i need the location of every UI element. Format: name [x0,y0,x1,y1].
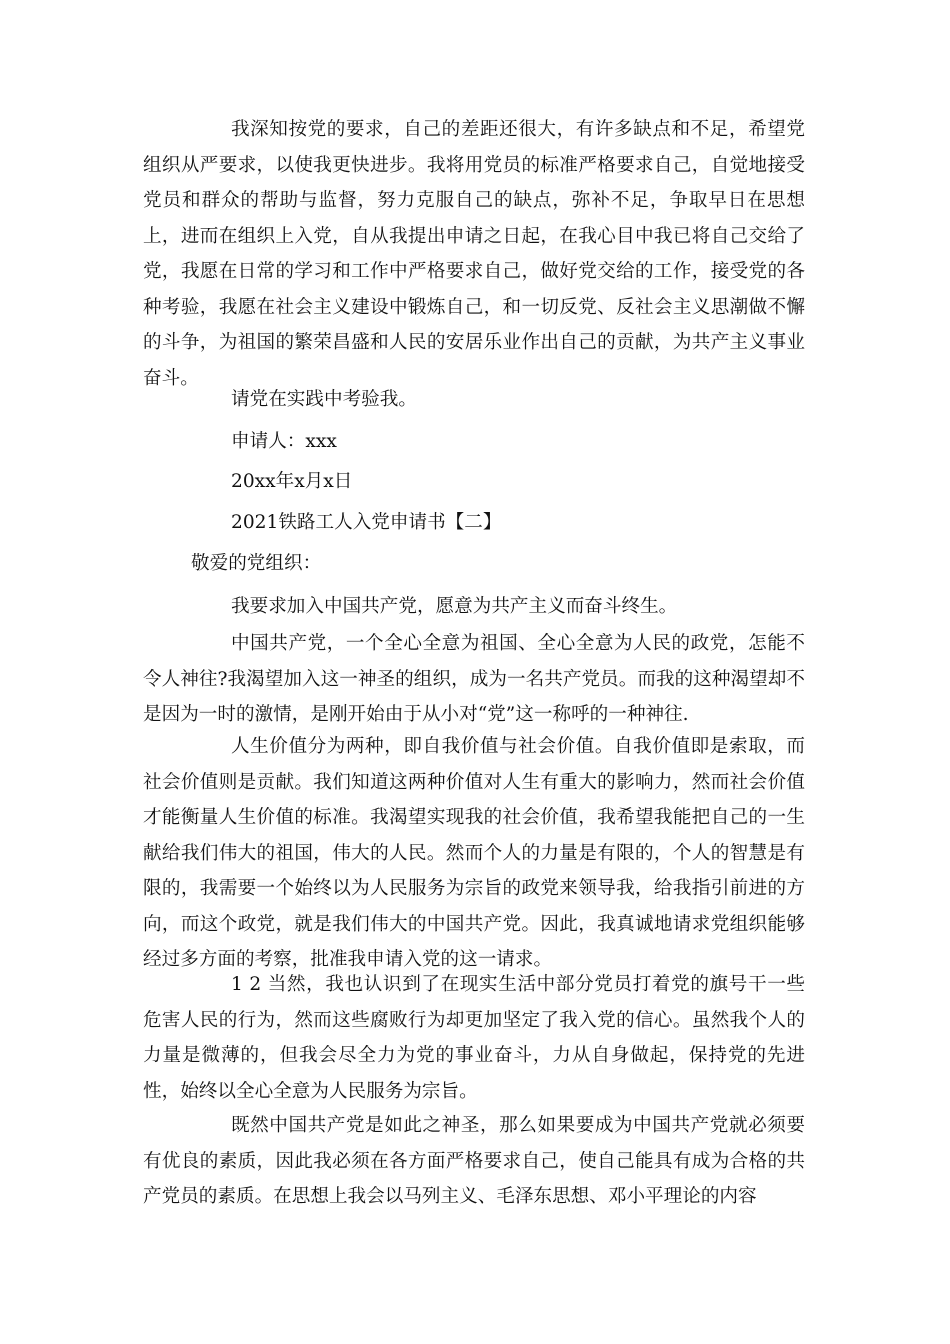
opening-statement-line: 我要求加入中国共产党，愿意为共产主义而奋斗终生。 [231,596,678,617]
paragraph-self-reflection: 我深知按党的要求，自己的差距还很大，有许多缺点和不足，希望党组织从严要求，以使我更快进步。我将用党员的标准严格要求自己，自觉地接受党员和群众的帮助与监督，努力克服自己的缺点，弥补不足，争取早日在思想上，进而在组织上入党，自从我提出申请之日起，在我心目中我已将自己交给了党，我愿在日常的学习和工作中严格要求自己，做好党交给的工作，接受党的各种考验，我愿在社会主义建设中锻炼自己，和一切反党、反社会主义思潮做不懈的斗争，为祖国的繁荣昌盛和人民的安居乐业作出自己的贡献，为共产主义事业奋斗。 [143,119,805,389]
paragraph-requirements: 既然中国共产党是如此之神圣，那么如果要成为中国共产党就必须要有优良的素质，因此我必须在各方面严格要求自己，使自己能具有成为合格的共产党员的素质。在思想上我会以马列主义、毛泽东思想、邓小平理论的内容 [143,1115,805,1207]
salutation-line: 敬爱的党组织： [191,553,322,574]
date-line: 20xx年x月x日 [231,471,353,492]
applicant-signature-line: 申请人：xxx [231,431,337,452]
paragraph-life-value: 人生价值分为两种，即自我价值与社会价值。自我价值即是索取，而社会价值则是贡献。我们知道这两种价值对人生有重大的影响力，然而社会价值才能衡量人生价值的标准。我渴望实现我的社会价值，我希望我能把自己的一生献给我们伟大的祖国，伟大的人民。然而个人的力量是有限的，个人的智慧是有限的，我需要一个始终以为人民服务为宗旨的政党来领导我，给我指引前进的方向，而这个政党，就是我们伟大的中国共产党。因此，我真诚地请求党组织能够经过多方面的考察，批准我申请入党的这一请求。 [143,736,805,970]
paragraph-aspiration: 中国共产党，一个全心全意为祖国、全心全意为人民的政党，怎能不令人神往?我渴望加入这一神圣的组织，成为一名共产党员。而我的这种渴望却不是因为一时的激情，是刚开始由于从小对“党”这一称呼的一种神往. [143,633,805,725]
closing-request-line: 请党在实践中考验我。 [231,389,417,410]
paragraph-awareness: 1 2 当然，我也认识到了在现实生活中部分党员打着党的旗号干一些危害人民的行为，然而这些腐败行为却更加坚定了我入党的信心。虽然我个人的力量是微薄的，但我会尽全力为党的事业奋斗，力从自身做起，保持党的先进性，始终以全心全意为人民服务为宗旨。 [143,974,805,1102]
section-title: 2021铁路工人入党申请书【二】 [231,512,502,533]
